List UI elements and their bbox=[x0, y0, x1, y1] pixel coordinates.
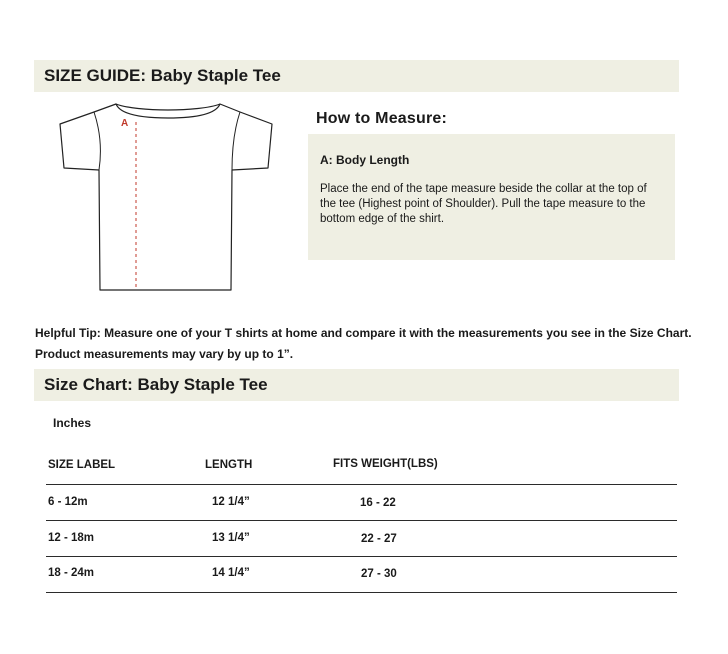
how-to-measure-title: How to Measure: bbox=[316, 110, 448, 127]
body-length-subtitle: A: Body Length bbox=[320, 153, 410, 167]
size-chart-header bbox=[34, 369, 679, 401]
measure-marker-a: A bbox=[121, 118, 129, 129]
helpful-tip: Helpful Tip: Measure one of your T shirts at home and compare it with the measurements you see in the Size Chart. Product measurements may vary by up to 1”. bbox=[35, 326, 692, 361]
size-label-cell: 6 - 12m bbox=[48, 496, 88, 508]
tshirt-collar bbox=[116, 104, 220, 110]
tshirt-body bbox=[60, 104, 272, 290]
size-guide-title: SIZE GUIDE: Baby Staple Tee bbox=[44, 66, 281, 85]
column-header-size-label: SIZE LABEL bbox=[48, 459, 116, 471]
size-label-cell: 18 - 24m bbox=[48, 567, 95, 579]
table-divider bbox=[46, 592, 677, 593]
weight-cell: 22 - 27 bbox=[361, 533, 397, 545]
how-to-measure-panel bbox=[308, 134, 675, 260]
size-guide-header bbox=[34, 60, 679, 92]
size-label-cell: 12 - 18m bbox=[48, 532, 95, 544]
tshirt-outline-icon bbox=[58, 98, 278, 294]
table-divider bbox=[46, 556, 677, 557]
unit-label: Inches bbox=[53, 416, 92, 430]
length-cell: 12 1/4” bbox=[212, 496, 250, 508]
column-header-fits-weight: FITS WEIGHT(LBS) bbox=[333, 458, 438, 470]
table-divider bbox=[46, 520, 677, 521]
length-cell: 14 1/4” bbox=[212, 567, 250, 579]
column-header-length: LENGTH bbox=[205, 459, 253, 471]
size-chart-title: Size Chart: Baby Staple Tee bbox=[44, 375, 268, 394]
table-divider bbox=[46, 484, 677, 485]
length-cell: 13 1/4” bbox=[212, 532, 250, 544]
weight-cell: 16 - 22 bbox=[360, 497, 396, 509]
body-length-instructions: Place the end of the tape measure beside the collar at the top of the tee (Highest point of Shoulder). Pull the tape measure to the bottom edge of the shirt. bbox=[320, 183, 647, 225]
weight-cell: 27 - 30 bbox=[361, 568, 397, 580]
